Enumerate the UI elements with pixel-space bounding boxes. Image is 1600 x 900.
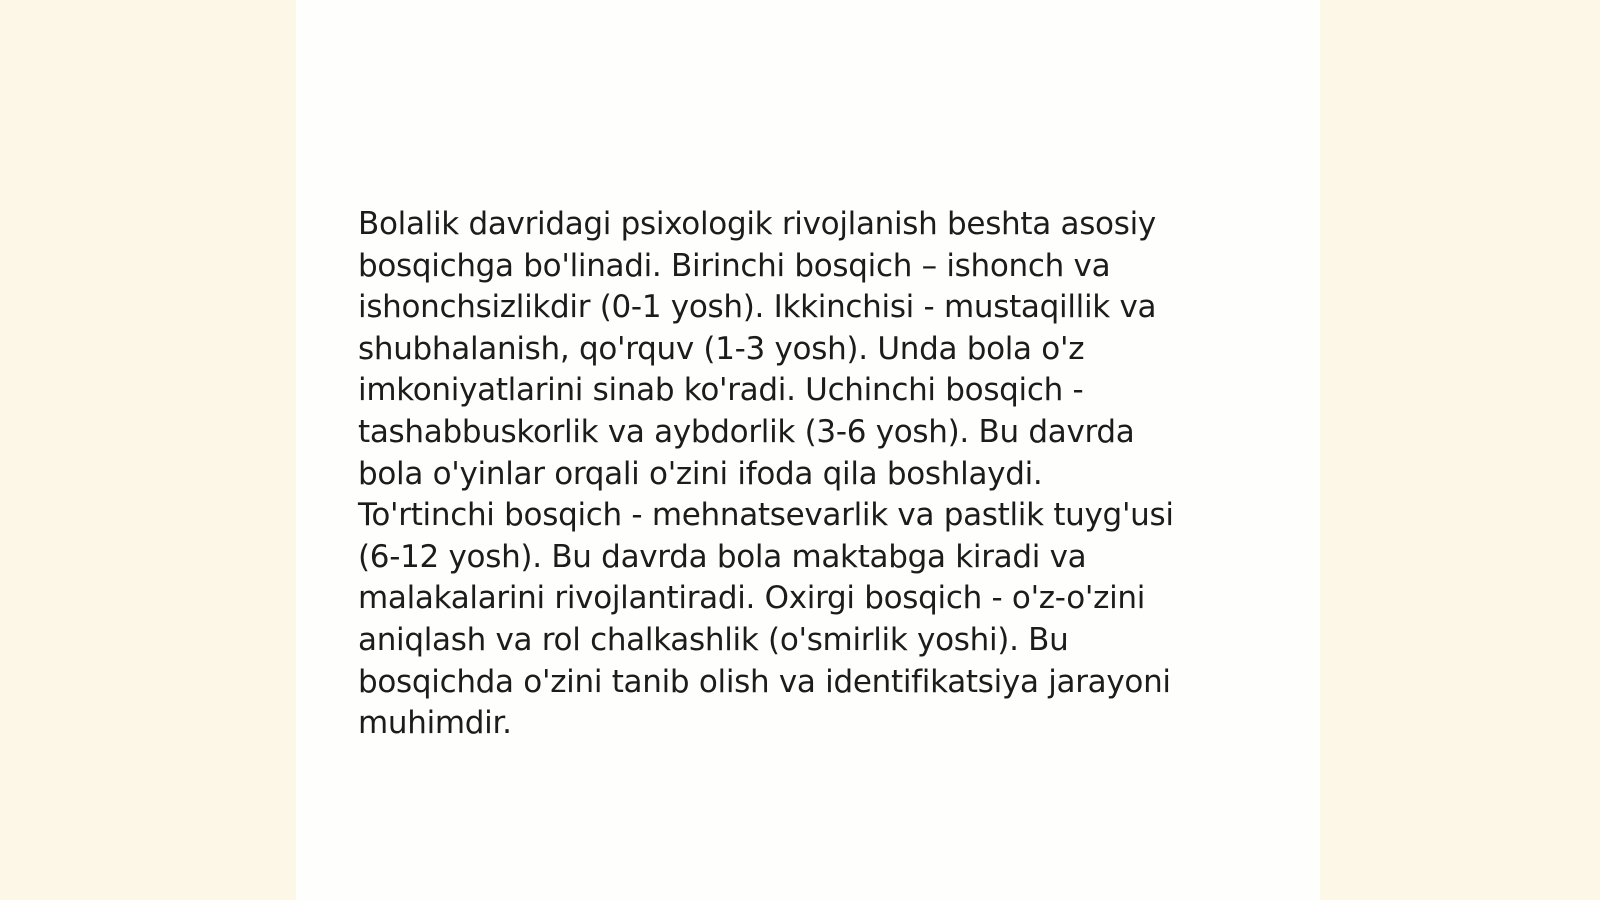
text-line: To'rtinchi bosqich - mehnatsevarlik va pastlik tuyg'usi (358, 497, 1174, 534)
slide-body-text (358, 204, 1258, 745)
text-line: aniqlash va rol chalkashlik (o'smirlik yoshi). Bu (358, 621, 1069, 658)
text-line: tashabbuskorlik va aybdorlik (3-6 yosh). Bu davrda (358, 413, 1135, 450)
text-line: muhimdir. (358, 705, 512, 742)
text-line: ishonchsizlikdir (0-1 yosh). Ikkinchisi - mustaqillik va (358, 289, 1157, 326)
text-line: imkoniyatlarini sinab ko'radi. Uchinchi bosqich - (358, 372, 1084, 409)
text-line: malakalarini rivojlantiradi. Oxirgi bosqich - o'z-o'zini (358, 580, 1146, 617)
text-line: shubhalanish, qo'rquv (1-3 yosh). Unda bola o'z (358, 330, 1085, 367)
text-line: bosqichda o'zini tanib olish va identifikatsiya jarayoni (358, 663, 1171, 700)
text-line: Bolalik davridagi psixologik rivojlanish beshta asosiy (358, 206, 1156, 242)
text-line: bosqichga bo'linadi. Birinchi bosqich – ishonch va (358, 247, 1111, 284)
slide (296, 0, 1320, 900)
text-line: bola o'yinlar orqali o'zini ifoda qila boshlaydi. (358, 455, 1043, 492)
text-line: (6-12 yosh). Bu davrda bola maktabga kiradi va (358, 538, 1087, 575)
